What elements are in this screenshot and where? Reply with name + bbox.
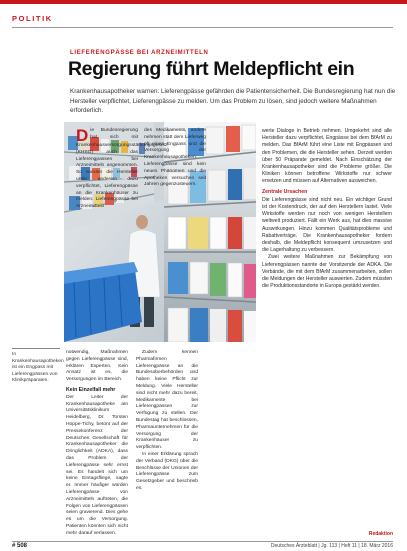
col4-paragraph-3: Zwei weitere Maßnahmen zur Bekämpfung von Lieferengpässen nannte der Vorsitzende der ADKA. Die Verbände, die mit dem BfArM zusammenarbeiten, sollen die Meldungen der Hersteller auswerten. Zudem müssten die Produktionsstandorte in Europa gestärkt werden. xyxy=(262,254,392,290)
col2-paragraph-2: Der Leiter der Krankenhausapotheke am Universitätsklinikum Heidelberg, Dr. Torsten Hoppe-Tichy, betont auf der Pressekonferenz der Deutschen Gesellschaft für Krankenhausapotheker die Dringlichkeit (ADKA), dass das Problem der Lieferengpässe sehr ernst sei. Es handelt sich um keine Eintagsfliege, sagte er. Immer häufiger würden Lieferengpässe von Arzneimitteln auftreten, die Folgen von Lieferengpässen seien gravierend. Dies gehe es um die Versorgung. Patienten könnten sich nicht mehr darauf verlassen. xyxy=(66,394,128,536)
col2-subhead: Kein Einzelfall mehr xyxy=(66,386,116,393)
col4-subhead: Zentrale Ursachen xyxy=(262,188,308,195)
dropcap-letter: D xyxy=(76,126,89,145)
col1-paragraph-1: ie Bundesregierung hat sich mit Krankenhausversorgungsstärkungsgesetz (KHSG) auch das Lieferengpassen bei Arzneimitteln angenommen. So wurden die Hersteller unter anderem dazu verpflichtet, Lieferengpässe an die Krankenhäuser zu melden. Lieferengpässe bei Arzneimitteln xyxy=(76,128,168,210)
col3-paragraph-3: In einer Erklärung sprach der Verband (DKG) über die Beschlüsse der Unionen der Lieferengpässe zum Gesetzgeber und beschrieb es. xyxy=(136,451,198,491)
col3-paragraph-1: des Medikaments, andere nehmen statt dem Lieferweg oft einen Engpass und die Versorgung der Krankenhausapotheken. Lieferengpässe sind kein neues Phänomen und die Apotheken versuchen seit Jahren gegenzusteuern. xyxy=(144,128,206,188)
col4-paragraph-1: werte Dialoge in Betrieb nehmen. Umgekehrt sind alle Hersteller dazu verpflichtet, Engpässe bei dem BfArM zu melden. Das BfArM führt eine Liste mit Engpässen und den Problemen, die die Hersteller sehen. Derzeit werden über 50 Präparate gemeldet. Nach Einschätzung der Krankenhausapotheker sind die Probleme größer. Die Kliniken können betroffene Wirkstoffe nur schwer ersetzen und müssen auf Alternativen ausweichen. xyxy=(262,128,392,185)
article-lead: Krankenhausapotheker warnen: Lieferengpässe gefährden die Patientensicherheit. Die Bundesregierung hat nun die Hersteller verpflichtet, Lieferengpässe zu melden. Um das Problem zu lösen, sind jedoch weitere Maßnahmen erforderlich. xyxy=(70,88,396,114)
footer-divider xyxy=(12,541,393,542)
body-column-3-bottom xyxy=(136,350,198,493)
body-column-2-top xyxy=(76,126,168,211)
article-kicker: LIEFERENGPÄSSE BEI ARZNEIMITTELN xyxy=(70,50,209,56)
col3-paragraph-2: Zudem kennen Pharmafirmen Lieferengpässe an die Bundesoberbehörden und haben keine Pflicht zur Meldung. Viele Hersteller sind nicht mehr dazu bereit, Medikamente bei Lieferengpässen zur Verfügung zu stellen. Der Bundestag hat beschlossen, Pharmaunternehmen für die Versorgung der Krankenhäuser zu verpflichten. xyxy=(136,350,198,451)
header-divider xyxy=(12,27,393,28)
body-column-3-top xyxy=(144,128,206,189)
article-headline: Regierung führt Meldepflicht ein xyxy=(68,58,355,80)
page-number: # 508 xyxy=(12,543,28,549)
body-column-4 xyxy=(262,128,392,290)
caption-divider xyxy=(12,348,60,349)
col2-paragraph-1: notwendig, Maßnahmen gegen Lieferengpässe sind, erklären Experten. Kein Ansatz ist es, die Versorgungen im Bereich. xyxy=(66,350,128,383)
col4-paragraph-2: Die Lieferengpässe sind nicht neu. Ein wichtiger Grund ist der Kostendruck, der auf den Herstellern lastet. Viele Wirkstoffe werden nur noch von wenigen Herstellern weltweit produziert. Fällt ein Werk aus, hat dies massive Auswirkungen. Hinzu kommen Qualitätsprobleme und Rabattverträge. Die Krankenhausapotheker fordern deshalb, die Meldepflicht konsequent umzusetzen und die Lagerhaltung zu verbessern. xyxy=(262,196,392,254)
article-byline: Redaktion xyxy=(368,531,393,537)
footer-source: Deutsches Ärzteblatt | Jg. 113 | Heft 11 | 18. März 2016 xyxy=(270,543,393,549)
body-column-2-bottom xyxy=(66,350,128,538)
top-accent-bar xyxy=(0,0,407,4)
photo-caption: In Krankenhausapotheken ist ein Engpass mit Lieferengpässen von Klinikpräparaten. xyxy=(12,352,64,384)
section-label: POLITIK xyxy=(12,14,53,23)
